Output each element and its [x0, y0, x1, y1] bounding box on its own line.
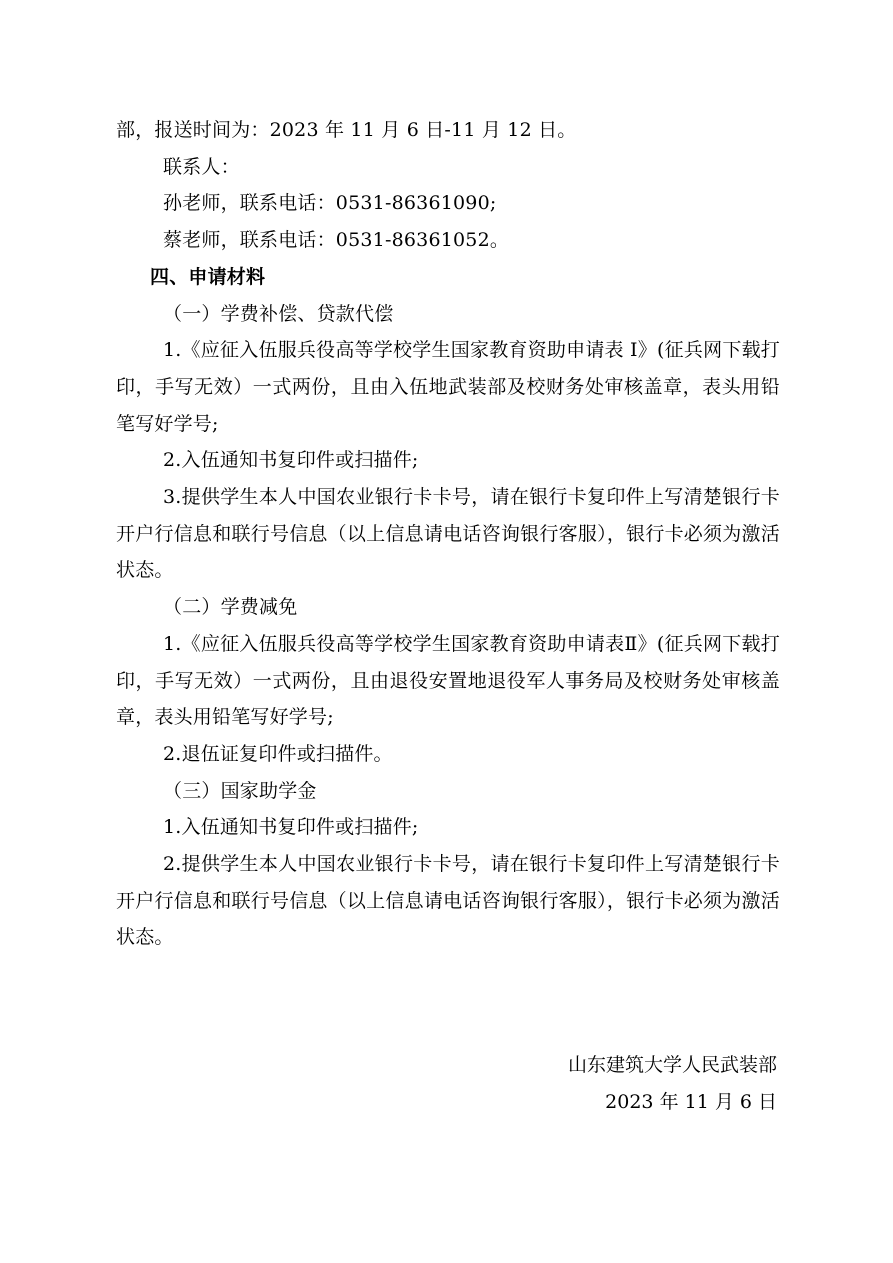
subsection-2-title: （二）学费减免: [163, 596, 298, 619]
subsection-3-item-1: 1.入伍通知书复印件或扫描件;: [163, 816, 419, 839]
section-4-title: 四、申请材料: [150, 265, 266, 288]
subsection-1-title: （一）学费补偿、贷款代偿: [163, 302, 394, 325]
subsection-3-item-2: 2.提供学生本人中国农业银行卡卡号，请在银行卡复印件上写清楚银行卡开户行信息和联行号信息（以上信息请电话咨询银行客服），银行卡必须为激活状态。: [116, 853, 780, 949]
contact-sun: 孙老师，联系电话：0531-86361090;: [163, 192, 497, 215]
signature-date: 2023 年 11 月 6 日: [605, 1091, 777, 1113]
subsection-2-item-2: 2.退伍证复印件或扫描件。: [163, 742, 393, 765]
report-time-line: 部，报送时间为：2023 年 11 月 6 日-11 月 12 日。: [116, 119, 577, 141]
subsection-3-title: （三）国家助学金: [163, 779, 317, 802]
subsection-1-item-3: 3.提供学生本人中国农业银行卡卡号，请在银行卡复印件上写清楚银行卡开户行信息和联行号信息（以上信息请电话咨询银行客服），银行卡必须为激活状态。: [116, 486, 780, 582]
document-body: [116, 112, 780, 956]
subsection-2-item-1: 1.《应征入伍服兵役高等学校学生国家教育资助申请表Ⅱ》(征兵网下载打印，手写无效）一式两份，且由退役安置地退役军人事务局及校财务处审核盖章，表头用铅笔写好学号;: [116, 632, 780, 729]
signature-block: [568, 1047, 777, 1121]
contact-label: 联系人：: [163, 155, 240, 178]
contact-cai: 蔡老师，联系电话：0531-86361052。: [163, 229, 510, 252]
signature-org: 山东建筑大学人民武装部: [567, 1054, 777, 1076]
subsection-1-item-1: 1.《应征入伍服兵役高等学校学生国家教育资助申请表 I》(征兵网下载打印，手写无效）一式两份，且由入伍地武装部及校财务处审核盖章，表头用铅笔写好学号;: [116, 339, 780, 435]
subsection-1-item-2: 2.入伍通知书复印件或扫描件;: [163, 449, 419, 472]
